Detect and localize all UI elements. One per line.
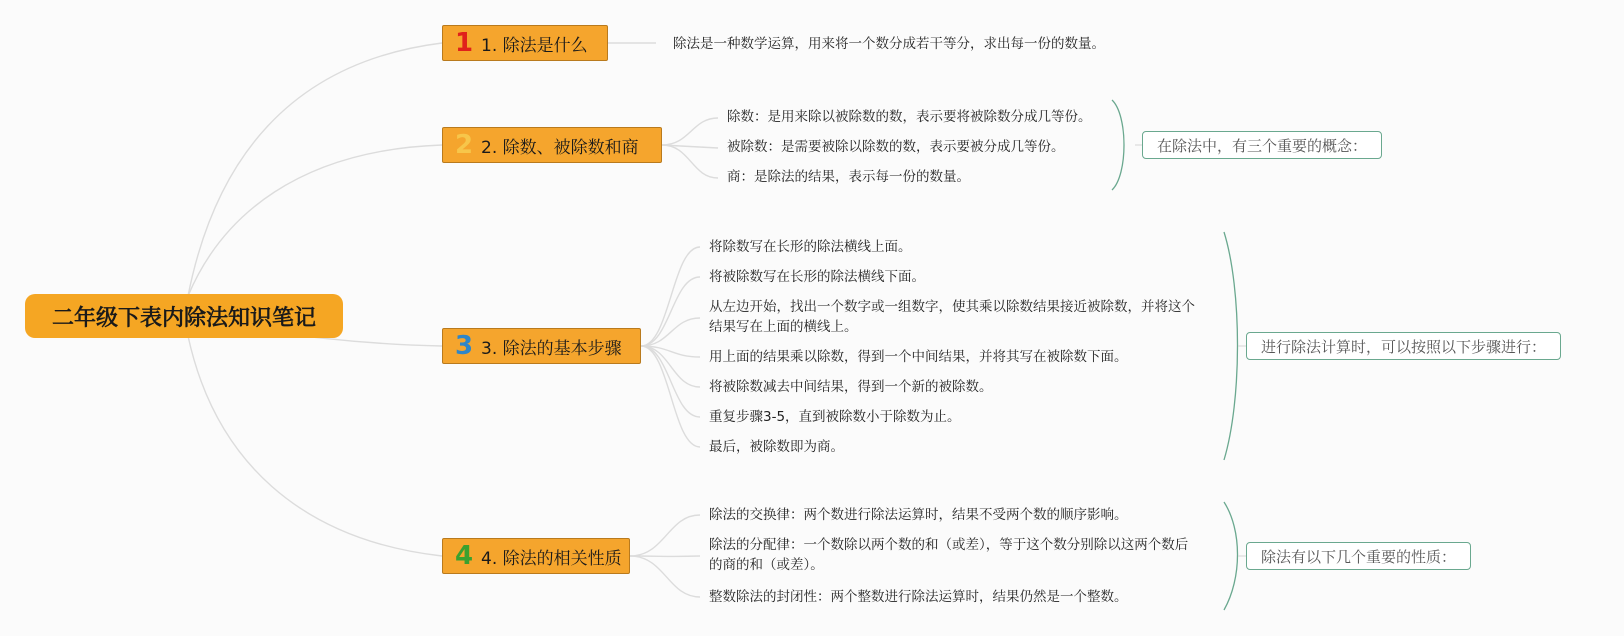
topic3-detail-2[interactable]: 将被除数写在长形的除法横线下面。 bbox=[709, 269, 925, 285]
topic3-detail-6[interactable]: 重复步骤3-5，直到被除数小于除数为止。 bbox=[709, 409, 961, 425]
topic4-summary[interactable] bbox=[1246, 542, 1471, 570]
topic-label-1: 1. 除法是什么 bbox=[481, 35, 588, 56]
root-node[interactable] bbox=[25, 294, 343, 338]
connector-topic4-detail1 bbox=[630, 515, 700, 556]
topic-node-2[interactable] bbox=[442, 127, 662, 163]
topic2-detail-2[interactable]: 被除数：是需要被除以除数的数，表示要被分成几等份。 bbox=[727, 139, 1065, 155]
topic-label-3: 3. 除法的基本步骤 bbox=[481, 338, 622, 359]
topic4-detail-3[interactable]: 整数除法的封闭性：两个整数进行除法运算时，结果仍然是一个整数。 bbox=[709, 589, 1128, 605]
topic2-detail-3[interactable]: 商：是除法的结果，表示每一份的数量。 bbox=[727, 169, 970, 185]
number-three-icon: 3 bbox=[454, 331, 474, 361]
number-one-icon: 1 bbox=[454, 28, 474, 58]
topic3-detail-4[interactable]: 用上面的结果乘以除数，得到一个中间结果，并将其写在被除数下面。 bbox=[709, 349, 1128, 365]
bracket-topic3 bbox=[1224, 232, 1238, 460]
topic3-detail-1[interactable]: 将除数写在长形的除法横线上面。 bbox=[709, 239, 912, 255]
topic-label-2: 2. 除数、被除数和商 bbox=[481, 137, 639, 158]
bracket-topic4 bbox=[1224, 502, 1238, 610]
topic2-detail-1[interactable]: 除数：是用来除以被除数的数，表示要将被除数分成几等份。 bbox=[727, 109, 1092, 125]
connector-topic3-detail7 bbox=[641, 346, 700, 447]
topic4-summary-text: 除法有以下几个重要的性质： bbox=[1261, 547, 1457, 566]
topic3-summary-text: 进行除法计算时，可以按照以下步骤进行： bbox=[1261, 337, 1547, 356]
topic-node-1[interactable] bbox=[442, 25, 608, 61]
topic2-summary-text: 在除法中，有三个重要的概念： bbox=[1157, 136, 1368, 155]
connector-topic2-detail1 bbox=[662, 118, 718, 145]
topic4-detail-2[interactable]: 除法的分配律：一个数除以两个数的和（或差），等于这个数分别除以这两个数后的商的和（或差）。 bbox=[709, 537, 1189, 573]
connector-topic3-detail2 bbox=[641, 277, 700, 346]
connector-topic2-detail3 bbox=[662, 145, 718, 178]
connector-root-topic4 bbox=[188, 336, 442, 556]
topic3-summary[interactable] bbox=[1246, 332, 1561, 360]
connector-topic4-detail3 bbox=[630, 556, 700, 597]
topic3-detail-3[interactable]: 从左边开始，找出一个数字或一组数字，使其乘以除数结果接近被除数，并将这个结果写在上面的横线上。 bbox=[709, 299, 1195, 335]
topic1-detail-1[interactable]: 除法是一种数学运算，用来将一个数分成若干等分，求出每一份的数量。 bbox=[673, 36, 1105, 52]
topic4-detail-1[interactable]: 除法的交换律：两个数进行除法运算时，结果不受两个数的顺序影响。 bbox=[709, 507, 1128, 523]
topic2-summary[interactable] bbox=[1142, 131, 1382, 159]
topic-label-4: 4. 除法的相关性质 bbox=[481, 548, 622, 569]
number-two-icon: 2 bbox=[454, 130, 474, 160]
connector-topic3-detail1 bbox=[641, 247, 700, 346]
bracket-topic2 bbox=[1112, 100, 1124, 190]
topic3-detail-7[interactable]: 最后，被除数即为商。 bbox=[709, 439, 844, 455]
connector-root-topic1 bbox=[188, 43, 442, 296]
number-four-icon: 4 bbox=[454, 541, 474, 571]
connector-root-topic2 bbox=[188, 145, 442, 296]
topic-node-4[interactable] bbox=[442, 538, 630, 574]
root-title: 二年级下表内除法知识笔记 bbox=[51, 305, 316, 331]
topic-node-3[interactable] bbox=[442, 328, 641, 364]
topic3-detail-5[interactable]: 将被除数减去中间结果，得到一个新的被除数。 bbox=[709, 379, 993, 395]
